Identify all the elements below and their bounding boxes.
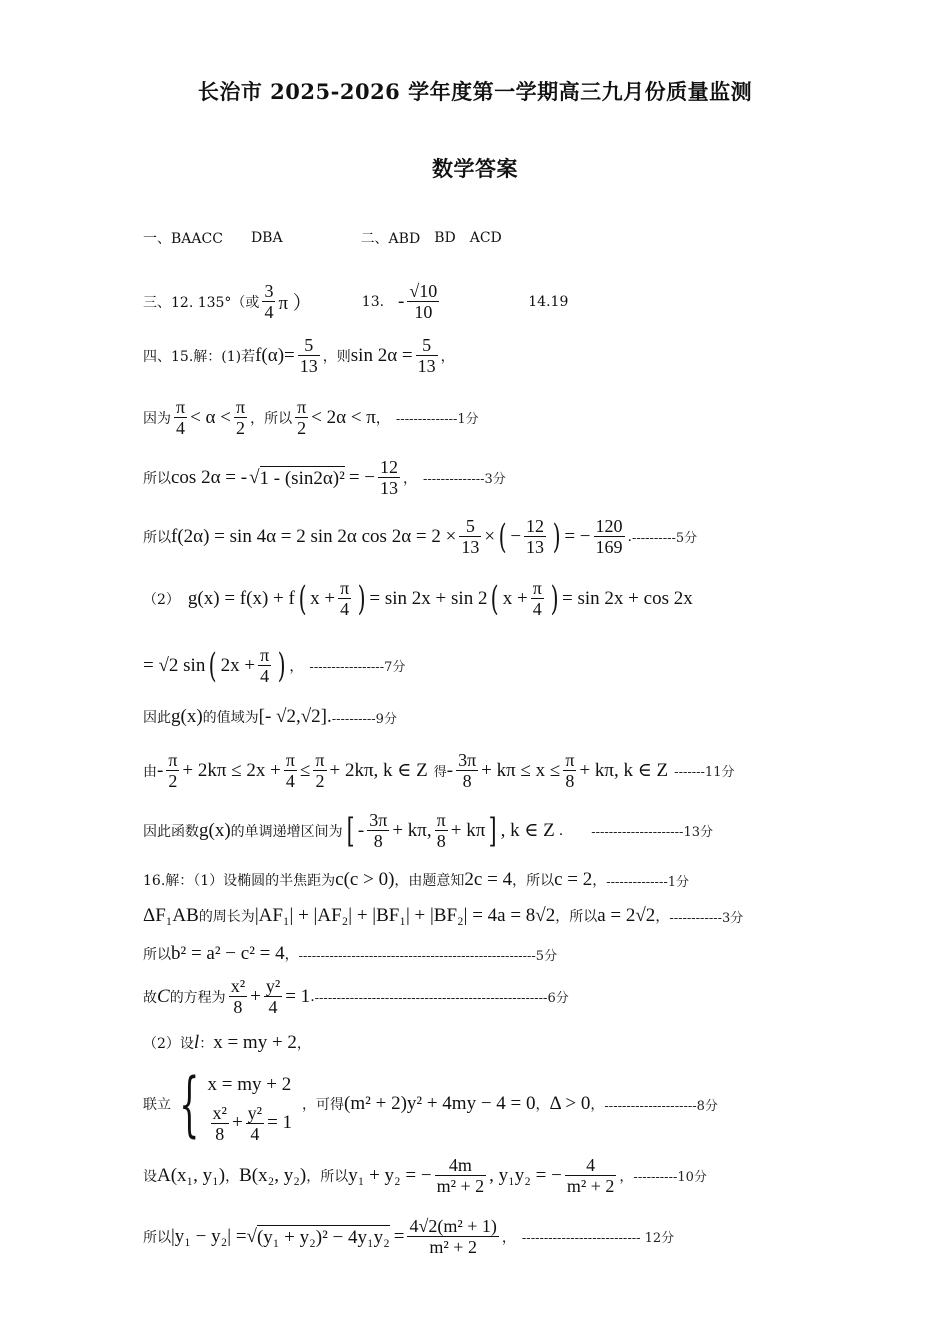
q15-l8-score: -------11分	[674, 765, 735, 780]
q16-l1-eq: 2c = 4	[464, 869, 513, 890]
q15-l5-frac2: $\frac{\pi}{4}$	[532, 578, 542, 619]
q16-l4-end: .	[310, 988, 315, 1005]
q15-l5-c: = sin 2x + sin 2	[369, 587, 488, 609]
answers-row-fill	[143, 281, 568, 322]
q15-l4-frac2: $\frac{12}{13}$	[526, 516, 545, 557]
q15-l3-end: ，	[403, 470, 418, 487]
answers-row-choice	[143, 228, 502, 248]
q15-l4-expr: f(2α) = sin 4α = 2 sin 2α cos 2α = 2 ×	[171, 525, 457, 547]
q16-l6-frac1: $\frac{\text{x²}}{8}$	[212, 1102, 227, 1144]
q16-l7-end: ，	[619, 1168, 634, 1185]
q15-l9-frac1: $\frac{3\pi}{8}$	[369, 810, 388, 851]
q13-fraction: $\frac{√10}{10}$	[409, 281, 438, 322]
page-subtitle: 数学答案	[432, 156, 518, 181]
q16-l6-score: ---------------------8分	[604, 1098, 718, 1114]
q16-l6-row2	[208, 1104, 293, 1142]
q15-l1-frac: $\frac{5}{13}$	[299, 335, 318, 376]
q16-l1-mid2: ，所以	[512, 873, 555, 889]
q16-l2-eq: a = 2√2	[597, 905, 656, 926]
q15-l8-get: 得	[433, 765, 447, 780]
q15-l5-e: = sin 2x + cos 2x	[562, 587, 693, 609]
q16-l3-end: ，	[284, 947, 299, 963]
q16-l7-a: A(x₁, y₁)	[157, 1164, 226, 1186]
q16-l8-sqrt-sign: √	[246, 1225, 257, 1247]
q15-l8-prefix: 由	[143, 763, 157, 780]
q15-l6-a: = √2 sin	[143, 654, 206, 676]
q15-l1-frac2: $\frac{5}{13}$	[417, 335, 436, 376]
q16-l1-mid: ，由题意知	[394, 873, 465, 889]
q15-l6-score: -----------------7分	[309, 660, 406, 675]
q15-l4-times: ×	[484, 525, 496, 547]
q15-l6-end: ，	[289, 658, 304, 675]
q15-l1-prefix: 四、15.解：(1)若	[143, 348, 256, 365]
q16-l7-frac1: $\frac{4m}{\text{m² + 2}}$	[436, 1155, 485, 1196]
q16-l6-expr: (m² + 2)y² + 4my − 4 = 0	[344, 1093, 536, 1114]
multi-answers-2: BD	[434, 230, 456, 246]
q16-l2-mid2: ，所以	[555, 909, 598, 925]
q15-l4-end: .	[627, 528, 632, 545]
q16-l4-prefix: 故	[143, 989, 157, 1006]
q16-l7-expr1: y₁ + y₂ = −	[348, 1164, 432, 1186]
q15-l7-prefix: 因此	[143, 710, 171, 726]
q15-l3-prefix: 所以	[143, 470, 171, 487]
q16-l6-system	[208, 1066, 293, 1142]
multi-answers-3: ACD	[469, 230, 502, 246]
q15-l2-frac3: $\frac{\pi}{2}$	[297, 397, 307, 438]
q16-l7-score: ----------10分	[633, 1170, 707, 1185]
q15-l9-c: + kπ	[450, 819, 486, 841]
q15-l8-b: + 2kπ ≤ 2x +	[182, 759, 281, 781]
q16-line-2	[143, 905, 743, 927]
q15-line-8	[143, 750, 734, 791]
q16-l6-end: ，	[590, 1097, 605, 1113]
q15-l8-g: + kπ ≤ x ≤	[481, 759, 561, 781]
q12-prefix: 三、12. 135°（或	[143, 294, 260, 311]
q15-l4-frac3: $\frac{120}{169}$	[595, 516, 623, 557]
q16-l4-score: -----------------------------------------------------6分	[314, 991, 569, 1006]
q16-l8-eq: =	[393, 1225, 405, 1247]
q16-l7-expr2: , y₁y₂ = −	[489, 1164, 562, 1186]
q15-l5-d: x +	[502, 587, 528, 609]
q15-l5-frac1: $\frac{\pi}{4}$	[340, 578, 350, 619]
q15-l6-b: 2x +	[220, 654, 256, 676]
q16-l8-sqrt: (y₁ + y₂)² − 4y₁y₂	[256, 1226, 390, 1248]
q16-l5-colon: ：	[199, 1036, 214, 1052]
q15-l1-sin: sin 2α =	[350, 344, 413, 366]
q15-l2-end: ，	[375, 410, 390, 427]
q15-l1-f: f(α)=	[255, 344, 295, 366]
q15-l4-prefix: 所以	[143, 529, 171, 546]
q16-l4-eq: = 1	[285, 985, 311, 1007]
mc-answers: 一、BAACC	[143, 231, 223, 247]
q15-l3-frac: $\frac{12}{13}$	[380, 457, 399, 498]
q16-l7-frac2: $\frac{4}{\text{m² + 2}}$	[566, 1155, 615, 1196]
q15-l8-c: ≤	[299, 759, 311, 781]
q15-line-4: 所以 f(2α) = sin 4α = 2 sin 2α cos 2α = 2 × $\frac{5}{13}$ × ( − $\frac{12}{13}$ ) = − $\frac{120}{169}$ . ----------5分	[143, 516, 698, 557]
q16-line-6: 联立 { x = my + 2 $\frac{\text{x²}}{8}$ + $\frac{\text{y²}}{4}$ = 1 ，可得 (m² + 2)y² + 4my − 4 = 0 ， Δ > 0 ， ---------------------8分	[143, 1063, 718, 1145]
q16-l2-end: ，	[655, 909, 670, 925]
q15-l4-frac1: $\frac{5}{13}$	[461, 516, 480, 557]
q16-l2-triangle: ΔF₁AB	[143, 905, 199, 926]
q15-l8-minus2: -	[446, 759, 454, 781]
mc-answers-2: DBA	[250, 230, 283, 246]
q15-l1-mid: ，则	[322, 348, 351, 365]
q15-l7-mid: 的值域为	[202, 710, 259, 726]
q15-l9-mid: 的单调递增区间为	[230, 823, 343, 840]
q15-l9-e: , k ∈ Z	[500, 820, 555, 841]
q16-l8-score: --------------------------- 12分	[521, 1231, 675, 1246]
q15-l4-eq: = −	[564, 525, 591, 547]
q15-l8-e: + 2kπ, k ∈ Z	[329, 760, 428, 781]
q15-l5-b: x +	[310, 587, 336, 609]
q16-l1-eq2: c = 2	[554, 869, 593, 890]
q16-l1-score: --------------1分	[606, 874, 690, 890]
q15-line-3: 所以 cos 2α = - √ 1 - (sin2α)² = − $\frac{12}{13}$ ， --------------3分	[143, 457, 506, 498]
q16-line-1	[143, 869, 689, 891]
q15-l8-frac2: $\frac{\pi}{4}$	[285, 750, 295, 791]
q15-line-1	[143, 335, 455, 376]
q15-line-6: = √2 sin ( 2x + $\frac{\pi}{4}$ ) ， -----------------7分	[143, 645, 406, 686]
q15-l9-b: + kπ,	[392, 819, 432, 841]
q15-l5-prefix: （2）	[143, 591, 180, 608]
q16-l1-end: ，	[592, 873, 607, 889]
q15-l2-prefix: 因为	[143, 410, 171, 427]
q16-l7-b: B(x₂, y₂)	[239, 1164, 307, 1186]
q15-l2-frac2: $\frac{\pi}{2}$	[235, 397, 246, 438]
q15-l9-end: .	[558, 822, 564, 839]
q16-l2-mid: 的周长为	[198, 909, 255, 925]
q16-line-5	[143, 1032, 311, 1054]
q15-l8-frac3: $\frac{\pi}{2}$	[315, 750, 325, 791]
q15-l2-frac1: $\frac{\pi}{4}$	[176, 397, 186, 438]
q16-l6-prefix: 联立	[143, 1097, 171, 1113]
q15-l8-h: + kπ, k ∈ Z	[579, 760, 669, 781]
q15-l5-a: g(x) = f(x) + f	[187, 587, 295, 609]
q15-l9-frac2: $\frac{\pi}{8}$	[436, 810, 446, 851]
q15-l9-prefix: 因此函数	[143, 823, 199, 840]
q16-l6-mid2: ，	[535, 1097, 550, 1113]
q15-l9-score: ---------------------13分	[591, 825, 713, 840]
q16-l2-expr: |AF₁| + |AF₂| + |BF₁| + |BF₂| = 4a = 8√2	[254, 905, 556, 926]
q16-l5-prefix: （2）设	[143, 1036, 194, 1052]
q16-l6-plus: +	[231, 1112, 243, 1133]
q15-l7-score: ----------9分	[331, 711, 397, 727]
q16-l6-mid: ，可得	[302, 1097, 345, 1113]
q13-label: 13.	[361, 293, 385, 310]
q15-line-2	[143, 397, 479, 438]
q16-line-4	[143, 976, 569, 1017]
q16-l8-prefix: 所以	[143, 1229, 171, 1246]
q15-l8-frac1: $\frac{\pi}{2}$	[168, 750, 178, 791]
q16-l5-eq: x = my + 2	[213, 1032, 297, 1053]
q16-l3-score: ------------------------------------------------------5分	[298, 948, 558, 964]
q16-l7-prefix: 设	[143, 1168, 157, 1185]
q16-l6-row1: x = my + 2	[207, 1074, 292, 1095]
q15-l3-sqrt: 1 - (sin2α)²	[259, 467, 345, 489]
q16-line-7	[143, 1155, 707, 1196]
q12-fraction: $\frac{3}{4}$	[264, 281, 274, 322]
q15-l8-frac4: $\frac{3\pi}{8}$	[458, 750, 477, 791]
q15-l3-cos: cos 2α = -	[171, 466, 248, 488]
q16-l7-sep: ，	[225, 1168, 240, 1185]
q15-line-9: 因此函数 g(x) 的单调递增区间为 [ - $\frac{3\pi}{8}$ + kπ, $\frac{\pi}{8}$ + kπ ] , k ∈ Z . ---------------------13分	[143, 810, 713, 851]
page-title: 长治市 2025-2026 学年度第一学期高三九月份质量监测	[197, 79, 753, 104]
q16-l4-mid: 的方程为	[169, 989, 226, 1006]
q14-answer: 14.19	[528, 293, 569, 310]
multi-answers: 二、ABD	[360, 231, 421, 247]
q16-line-8	[143, 1216, 674, 1257]
q15-l4-score: ----------5分	[631, 531, 698, 546]
q16-l5-l: l	[193, 1032, 200, 1053]
q15-line-7	[143, 706, 397, 728]
q16-l3-prefix: 所以	[143, 947, 171, 963]
q16-l3-eq: b² = a² − c² = 4	[171, 943, 285, 964]
q15-l8-minus: -	[157, 759, 164, 781]
q16-l6-delta: Δ > 0	[549, 1093, 591, 1114]
q16-l7-mid: ，所以	[306, 1168, 349, 1185]
q15-l3-eq: = −	[348, 466, 376, 488]
q16-l4-plus: +	[250, 985, 261, 1007]
q16-l1-c: c(c > 0)	[335, 869, 395, 890]
q15-l2-so: ，所以	[250, 410, 293, 427]
q15-l3-score: --------------3分	[423, 472, 506, 487]
q16-l6-eq: = 1	[267, 1112, 293, 1133]
q16-l8-end: ，	[501, 1229, 516, 1246]
q15-l6-frac: $\frac{\pi}{4}$	[260, 645, 270, 686]
q16-l8-frac: $\frac{\text{4√2(m² + 1)}}{\text{m² + 2}}$	[409, 1216, 497, 1257]
q15-l7-g: g(x)	[171, 706, 203, 727]
q16-line-3	[143, 943, 557, 965]
q16-l8-a: |y₁ − y₂| =	[171, 1225, 247, 1247]
q16-l2-score: ------------3分	[669, 910, 744, 926]
q16-l4-frac1: $\frac{\text{x²}}{8}$	[230, 976, 246, 1017]
q16-l4-frac2: $\frac{\text{y²}}{4}$	[265, 976, 281, 1017]
q15-l9-minus: -	[357, 819, 365, 841]
q15-l9-g: g(x)	[199, 819, 231, 841]
q12-suffix: π ）	[278, 293, 312, 314]
q16-l1-prefix: 16.解：（1）设椭圆的半焦距为	[143, 873, 336, 889]
q15-l7-range: [- √2,√2].	[258, 706, 332, 727]
q15-line-5: （2） g(x) = f(x) + f ( x + $\frac{\pi}{4}$ ) = sin 2x + sin 2 ( x + $\frac{\pi}{4}$ ) = sin 2x + cos 2x	[143, 578, 693, 619]
q15-l8-frac5: $\frac{\pi}{8}$	[565, 750, 575, 791]
q16-l5-end: ，	[296, 1036, 311, 1052]
q16-l6-frac2: $\frac{\text{y²}}{4}$	[247, 1102, 263, 1144]
q15-l2-ineq2: < 2α < π	[311, 406, 376, 428]
q15-l2-score: --------------1分	[395, 412, 479, 427]
q16-l4-c: C	[157, 985, 170, 1007]
q13-sign: -	[398, 290, 405, 312]
q15-l1-end: ，	[440, 348, 455, 365]
q15-l2-ineq: < α <	[190, 406, 231, 428]
